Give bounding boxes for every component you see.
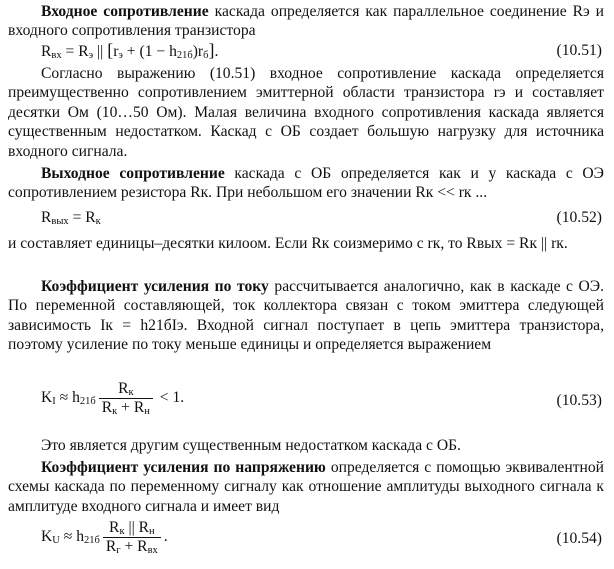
term-output-resistance: Выходное сопротивление [41, 165, 225, 182]
equation-number: (10.52) [556, 209, 602, 226]
equation-10-54: $K_U \approx h_{21б}$ $\frac{R_к || R_н}{R_г + R_{вх}}$ . [41, 519, 168, 556]
equation-10-52: $R_{вых} = R_к$ [41, 209, 101, 227]
term-current-gain: Коэффициент усиления по току [41, 278, 269, 295]
equation-10-51: $R_{вх} = R_э$ || $[r_э + (1 - h_{21б})r_б]$. [41, 40, 219, 61]
term-voltage-gain: Коэффициент усиления по напряжению [41, 459, 326, 476]
fraction: $\frac{R_к || R_н}{R_г + R_{вх}}$ [103, 519, 161, 556]
equation-number: (10.53) [556, 392, 602, 409]
paragraph-output-resistance [8, 164, 604, 203]
paragraph-text: рассчитывается аналогично, как в каскаде с ОЭ. По переменной составляющей, ток коллектора связан с током эмиттера следующей зависимость Iк = h21бIэ. Входной сигнал поступает в цепь эмиттера транзистора, поэтому усиление по току меньше единицы и определяется выражением [8, 278, 604, 354]
equation-number: (10.51) [556, 42, 602, 59]
paragraph-text: определяется с помощью эквивалентной схемы каскада по переменному сигналу как отношение амплитуды выходного сигнала к амплитуде входного сигнала и имеет вид [8, 459, 604, 515]
equation-number: (10.54) [556, 530, 602, 547]
paragraph-text: каскада определяется как параллельное соединение Rэ и входного сопротивления транзистора [8, 3, 604, 40]
paragraph-voltage-gain [8, 458, 604, 516]
paragraph-drawback: Это является другим существенным недостатком каскада с ОБ. [41, 437, 461, 454]
term-input-resistance: Входное сопротивление [41, 3, 209, 20]
paragraph-input-resistance-discussion: Согласно выражению (10.51) входное сопротивление каскада определяется преимущественно сопротивлением эмиттерной области транзистора rэ и составляет десятки Ом (10…50 Ом). Малая величина входного сопротивления каскада является существенным недостатком. Каскад с ОБ создает большую нагрузку для источника входного сигнала. [8, 65, 604, 160]
equation-10-53: $K_I \approx h_{21б}$ $\frac{R_к}{R_к + R_н}$ < 1. [41, 380, 185, 417]
paragraph-output-resistance-range: и составляет единицы–десятки килоом. Если Rк соизмеримо с rк, то Rвых = Rк || rк. [8, 235, 568, 252]
paragraph-text: каскада с ОБ определяется как и у каскада с ОЭ сопротивлением резистора Rк. При небольшом его значении Rк << rк ... [8, 165, 604, 202]
paragraph-input-resistance [8, 2, 604, 41]
fraction: $\frac{R_к}{R_к + R_н}$ [99, 380, 153, 417]
paragraph-current-gain [8, 277, 604, 355]
